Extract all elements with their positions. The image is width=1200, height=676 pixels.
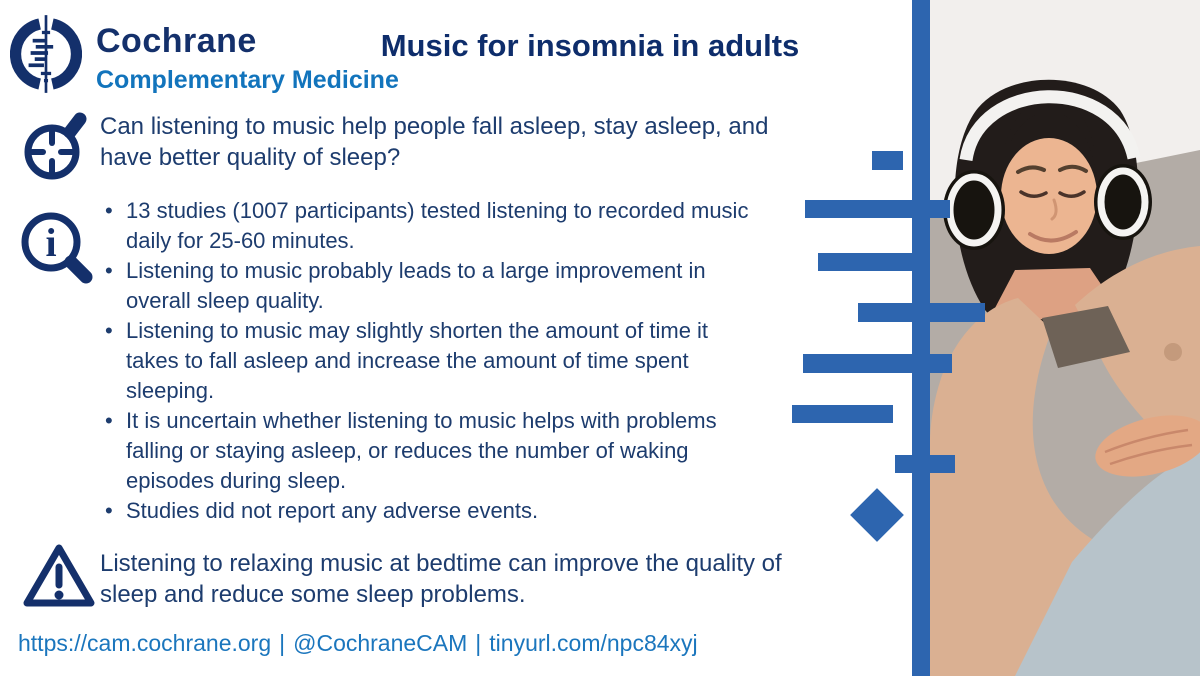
finding-item: • Listening to music may slightly shorten the amount of time it takes to fall asleep and increase the amount of time spent sleeping. xyxy=(103,316,763,406)
question-text: Can listening to music help people fall asleep, stay asleep, and have better quality of sleep? xyxy=(100,113,769,171)
warning-triangle-icon xyxy=(22,542,96,610)
brand-subtitle: Complementary Medicine xyxy=(96,66,399,94)
headphones-right-cup xyxy=(1094,164,1152,240)
finding-item: • It is uncertain whether listening to music helps with problems falling or staying asleep, or reduces the number of waking episodes during sleep. xyxy=(103,406,763,496)
brand-name: Cochrane xyxy=(96,22,257,60)
footer-separator: | xyxy=(475,630,482,656)
footer-links xyxy=(18,630,778,657)
photo-cardigan-button xyxy=(1164,343,1182,361)
forest-plot-bar xyxy=(792,405,893,423)
finding-item: • Studies did not report any adverse events. xyxy=(103,496,763,526)
forest-plot-bar xyxy=(872,151,903,170)
photo-woman-headphones xyxy=(930,0,1200,676)
page-title: Music for insomnia in adults xyxy=(380,28,800,63)
forest-plot-bar xyxy=(818,253,912,271)
findings-list xyxy=(103,196,763,526)
cochrane-logo-icon xyxy=(10,12,82,96)
target-scope-icon xyxy=(22,106,92,182)
info-magnifier-icon xyxy=(18,208,98,298)
headphones-left-cup xyxy=(943,170,1005,250)
footer-separator: | xyxy=(279,630,286,656)
finding-item: • 13 studies (1007 participants) tested listening to recorded music daily for 25-60 minutes. xyxy=(103,196,763,256)
photo-face xyxy=(1001,138,1097,254)
finding-item: • Listening to music probably leads to a large improvement in overall sleep quality. xyxy=(103,256,763,316)
forest-plot-axis xyxy=(912,0,930,676)
footer-link-website[interactable]: https://cam.cochrane.org xyxy=(18,630,272,656)
svg-text:i: i xyxy=(45,220,57,265)
footer-link-tinyurl[interactable]: tinyurl.com/npc84xyj xyxy=(489,630,698,656)
conclusion-text: Listening to relaxing music at bedtime can improve the quality of sleep and reduce some sleep problems. xyxy=(100,550,782,608)
forest-plot-diamond xyxy=(850,488,904,542)
footer-link-twitter[interactable]: @CochraneCAM xyxy=(293,630,468,656)
forest-plot-bar xyxy=(805,200,950,218)
